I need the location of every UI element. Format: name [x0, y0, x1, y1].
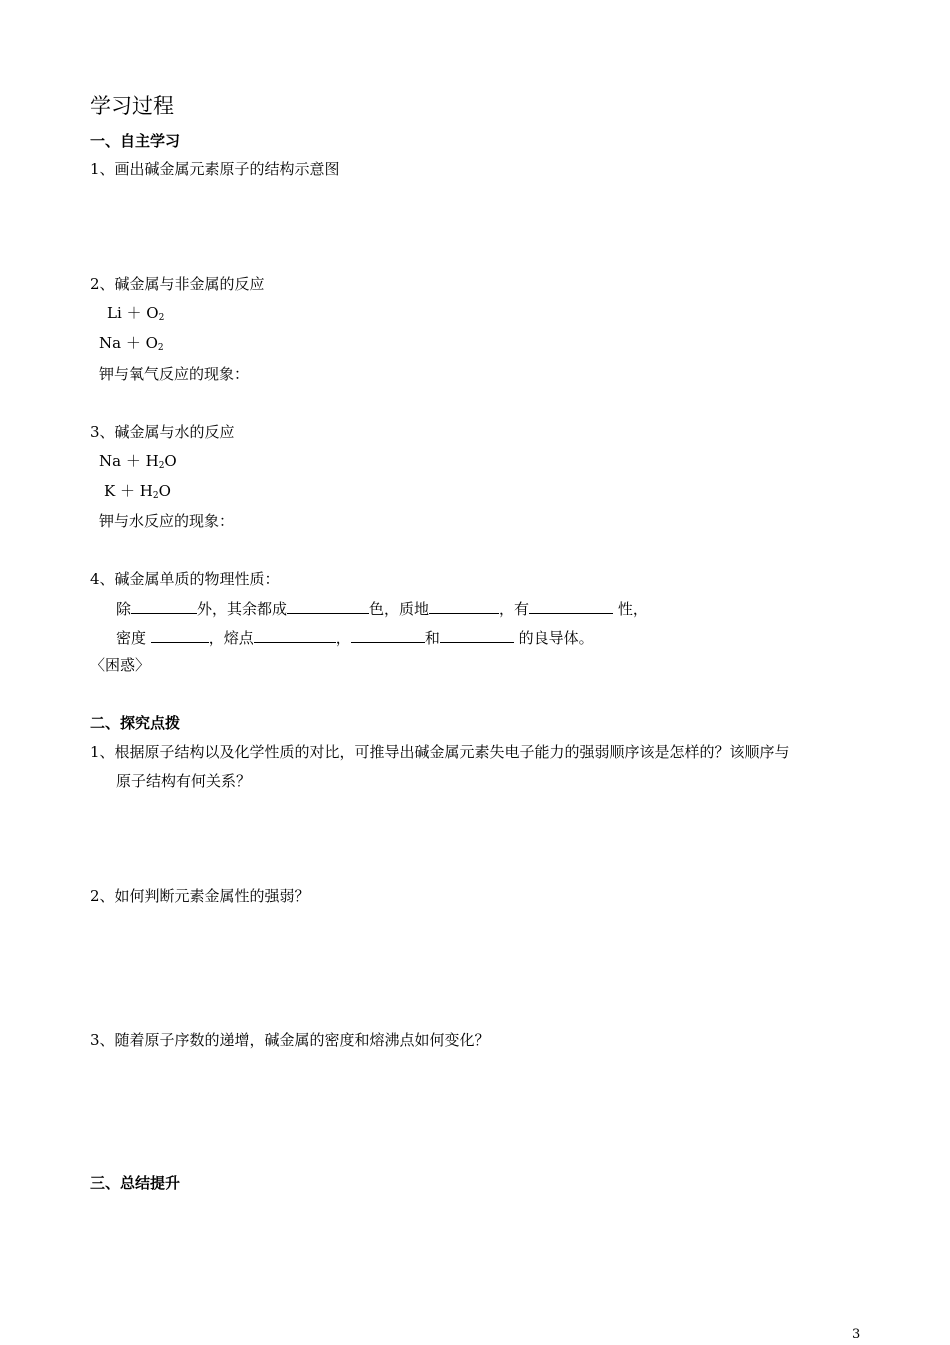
blank-field[interactable] — [429, 598, 499, 614]
reaction-na-o2: $Na + O_2$ — [99, 334, 164, 353]
section-heading-self-study: 一、自主学习 — [90, 132, 181, 150]
reaction-li-o2: $Li + O_2$ — [107, 304, 165, 323]
blank-field[interactable] — [254, 627, 336, 643]
blank-field[interactable] — [351, 627, 425, 643]
question-4: 4、碱金属单质的物理性质： — [90, 570, 280, 588]
explore-question-1: 1、根据原子结构以及化学性质的对比，可推导出碱金属元素失电子能力的强弱顺序该是怎样的？该顺序与 — [90, 743, 790, 761]
potassium-water-prompt: 钾与水反应的现象： — [99, 512, 235, 530]
fill-in-line-1: 除 外，其余都成 色，质地 ，有 性， — [116, 600, 648, 618]
blank-field[interactable] — [131, 598, 197, 614]
blank-field[interactable] — [151, 627, 209, 643]
explore-question-2: 2、如何判断元素金属性的强弱？ — [90, 887, 310, 905]
fill-in-line-2: 密度 ，熔点 ， 和 的良导体。 — [116, 629, 594, 647]
blank-field[interactable] — [440, 627, 514, 643]
explore-question-1-continued: 原子结构有何关系？ — [116, 772, 252, 790]
question-1: 1、画出碱金属元素原子的结构示意图 — [90, 160, 340, 178]
page-number: 3 — [852, 1327, 861, 1342]
question-2: 2、碱金属与非金属的反应 — [90, 275, 265, 293]
section-heading-explore: 二、探究点拨 — [90, 714, 181, 732]
confusion-label: 〈困惑〉 — [90, 656, 151, 674]
potassium-oxygen-prompt: 钾与氧气反应的现象： — [99, 365, 250, 383]
blank-field[interactable] — [529, 598, 613, 614]
page-title: 学习过程 — [90, 94, 174, 118]
reaction-na-h2o: $Na + H_2O$ — [99, 452, 177, 471]
reaction-k-h2o: $K + H_2O$ — [104, 482, 171, 501]
explore-question-3: 3、随着原子序数的递增，碱金属的密度和熔沸点如何变化？ — [90, 1031, 490, 1049]
blank-field[interactable] — [287, 598, 369, 614]
question-3: 3、碱金属与水的反应 — [90, 423, 235, 441]
section-heading-summary: 三、总结提升 — [90, 1174, 181, 1192]
